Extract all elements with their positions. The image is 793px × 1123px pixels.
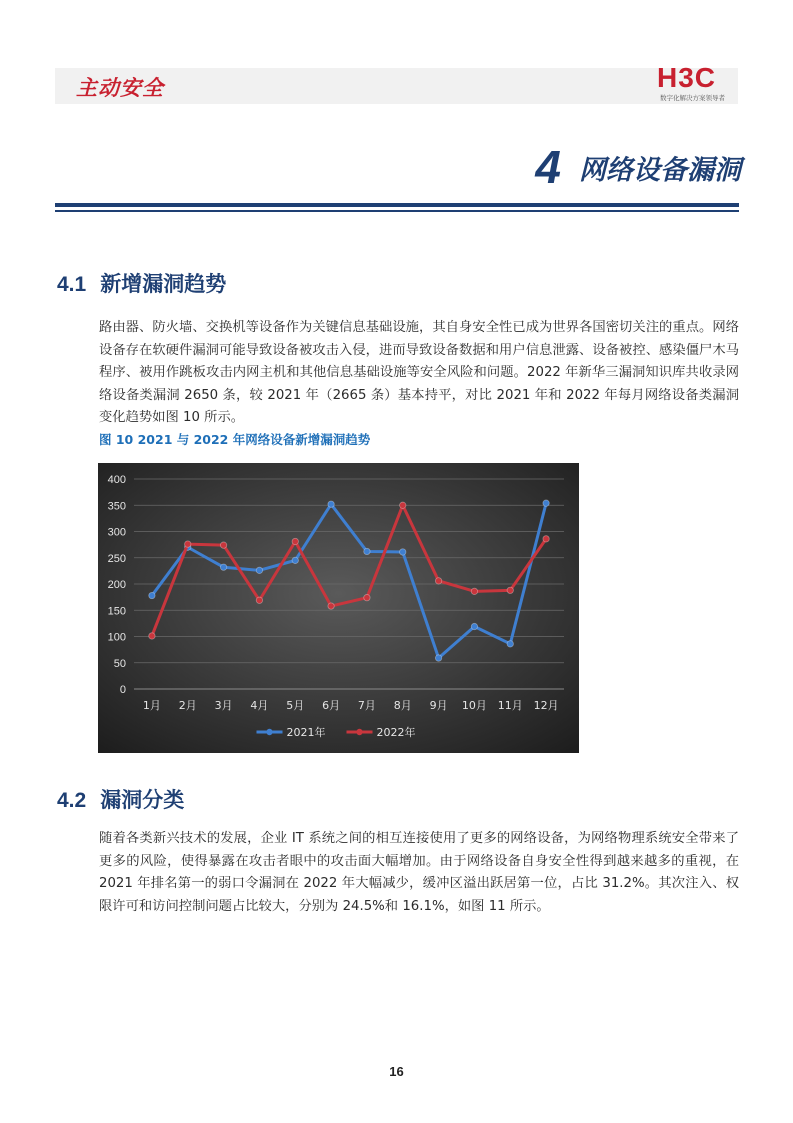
data-point [400, 549, 406, 555]
y-tick-label: 200 [107, 579, 126, 591]
section-title: 漏洞分类 [100, 788, 185, 812]
data-point [292, 557, 298, 563]
data-point [435, 578, 441, 584]
data-point [256, 567, 262, 573]
x-tick-label: 4月 [250, 699, 269, 712]
data-point [543, 500, 549, 506]
data-point [364, 594, 370, 600]
brand-slogan: 主动安全 [76, 76, 164, 100]
x-tick-label: 10月 [461, 699, 487, 712]
y-tick-label: 150 [107, 605, 126, 618]
chapter-divider-thin [55, 210, 739, 212]
section-title: 新增漏洞趋势 [100, 272, 227, 296]
data-point [471, 623, 477, 629]
x-tick-label: 8月 [393, 699, 412, 712]
data-point [400, 502, 406, 508]
data-point [220, 564, 226, 570]
data-point [256, 597, 262, 603]
chapter-number: 4 [535, 141, 561, 193]
x-tick-label: 5月 [286, 699, 305, 712]
data-point [292, 538, 298, 544]
legend-marker [266, 729, 272, 735]
x-tick-label: 7月 [357, 699, 376, 712]
x-tick-label: 1月 [142, 699, 161, 712]
chapter-heading [535, 143, 741, 191]
figure-caption: 图 10 2021 与 2022 年网络设备新增漏洞趋势 [99, 432, 371, 447]
logo-tagline: 数字化解决方案领导者 [660, 94, 725, 102]
y-tick-label: 0 [119, 684, 126, 696]
vulnerability-trend-chart [98, 463, 579, 753]
section-4-2-paragraph: 随着各类新兴技术的发展，企业 IT 系统之间的相互连接使用了更多的网络设备，为网络物理系统安全带来了更多的风险，使得暴露在攻击者眼中的攻击面大幅增加。由于网络设备自身安全性得到越来越多的重视，在 2021 年排名第一的弱口令漏洞在 2022 年大幅减少，缓冲区溢出跃居第一位，占比 31.2%。其次注入、权限许可和访问控制问题占比较大，分别为 24.5%和 16.1%，如图 11 所示。 [99, 831, 739, 914]
y-tick-label: 300 [107, 526, 126, 539]
data-point [364, 548, 370, 554]
data-point [507, 641, 513, 647]
data-point [220, 542, 226, 548]
section-4-1-paragraph: 路由器、防火墙、交换机等设备作为关键信息基础设施，其自身安全性已成为世界各国密切关注的重点。网络设备存在软硬件漏洞可能导致设备被攻击入侵，进而导致设备数据和用户信息泄露、设备被控、感染僵尸木马程序、被用作跳板攻击内网主机和其他信息基础设施等安全风险和问题。2022 年新华三漏洞知识库共收录网络设备类漏洞 2650 条，较 2021 年（2665 条）基本持平，对比 2021 年和 2022 年每月网络设备类漏洞变化趋势如图 10 所示。 [99, 320, 739, 425]
data-point [435, 655, 441, 661]
y-tick-label: 400 [107, 474, 126, 486]
x-tick-label: 9月 [429, 699, 448, 712]
data-point [328, 603, 334, 609]
data-point [149, 592, 155, 598]
legend-marker [356, 729, 362, 735]
section-4-1-heading [57, 268, 226, 298]
data-point [543, 536, 549, 542]
data-point [328, 501, 334, 507]
section-4-2-heading [57, 784, 184, 814]
legend-label: 2021年 [286, 726, 326, 739]
data-point [471, 588, 477, 594]
x-tick-label: 6月 [322, 699, 341, 712]
chapter-title: 网络设备漏洞 [579, 155, 741, 186]
x-tick-label: 12月 [533, 699, 559, 712]
h3c-logo [657, 63, 739, 105]
data-point [149, 633, 155, 639]
chapter-divider [55, 203, 739, 207]
logo-mark: H3C [657, 62, 717, 93]
y-tick-label: 50 [113, 657, 126, 670]
section-number: 4.2 [57, 789, 87, 812]
page-number: 16 [389, 1064, 404, 1079]
y-tick-label: 100 [107, 631, 126, 644]
data-point [185, 541, 191, 547]
x-tick-label: 2月 [178, 699, 197, 712]
x-tick-label: 3月 [214, 699, 233, 712]
data-point [507, 587, 513, 593]
legend-label: 2022年 [376, 726, 416, 739]
section-number: 4.1 [57, 273, 87, 296]
chart-svg [98, 463, 579, 753]
y-tick-label: 350 [107, 500, 126, 513]
x-tick-label: 11月 [497, 699, 523, 712]
y-tick-label: 250 [107, 552, 126, 565]
